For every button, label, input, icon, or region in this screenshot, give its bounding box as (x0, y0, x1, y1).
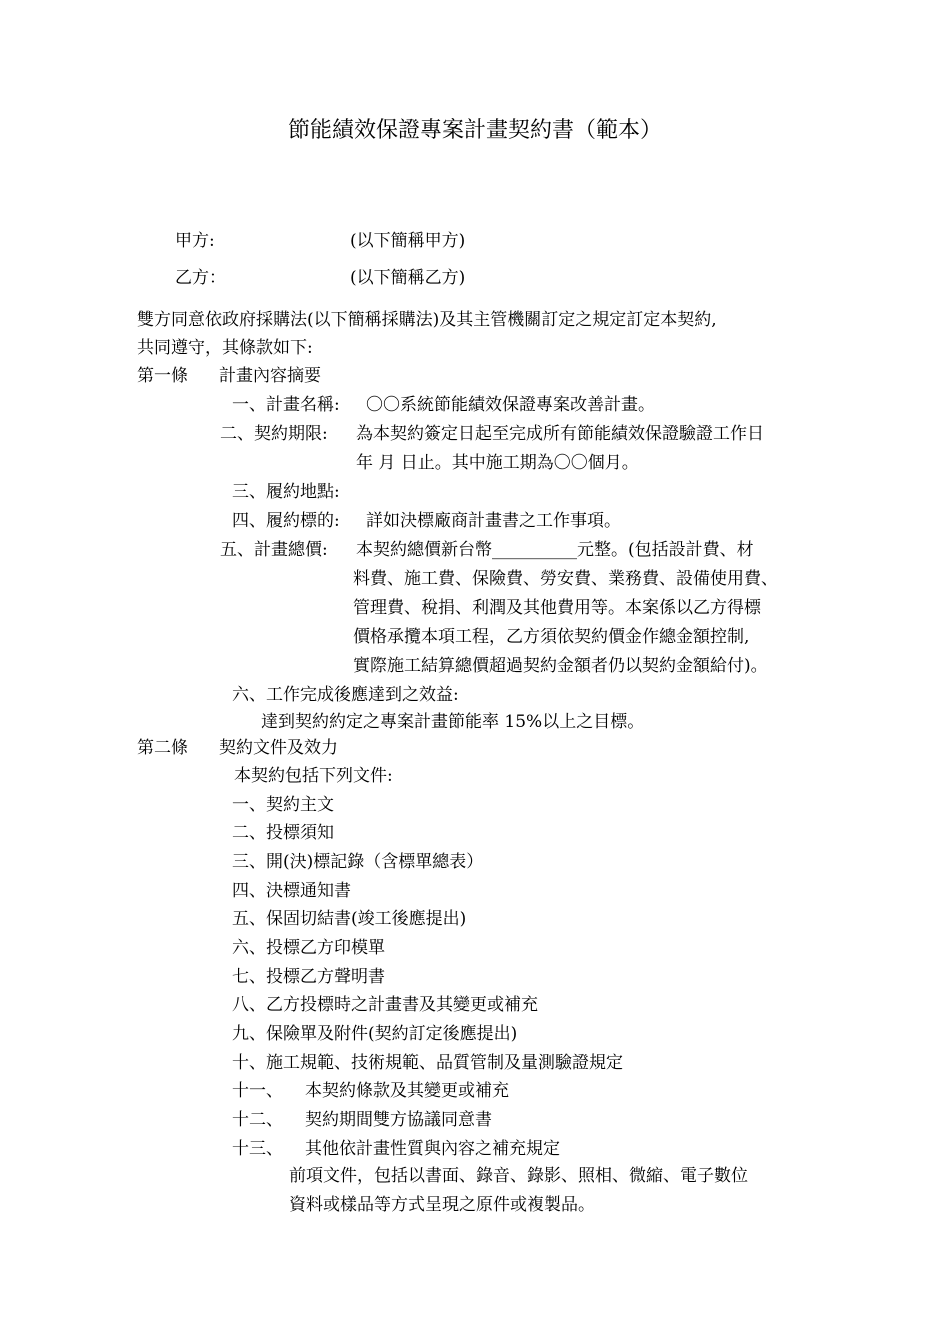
doc-list-item: 四、決標通知書 (232, 881, 351, 901)
doc-list-text: 本契約條款及其變更或補充 (305, 1081, 509, 1101)
doc-list-item: 五、保固切結書(竣工後應提出) (232, 909, 467, 929)
article1-label: 第一條 (137, 366, 188, 386)
article2-intro: 本契約包括下列文件: (234, 766, 393, 786)
item-label: 一、計畫名稱: (232, 395, 340, 415)
party-a-label: 甲方: (175, 231, 215, 251)
doc-list-text: 其他依計畫性質與內容之補充規定 (305, 1139, 560, 1159)
item-label: 五、計畫總價: (220, 540, 328, 560)
item-text: 實際施工結算總價超過契約金額者仍以契約金額給付)。 (353, 656, 768, 676)
doc-list-text: 契約期間雙方協議同意書 (305, 1110, 492, 1130)
closing-line: 前項文件，包括以書面、錄音、錄影、照相、微縮、電子數位 (289, 1166, 748, 1186)
doc-list-num: 十三、 (232, 1139, 283, 1159)
doc-list-item: 六、投標乙方印模單 (232, 938, 385, 958)
doc-list-item: 七、投標乙方聲明書 (232, 967, 385, 987)
closing-line: 資料或樣品等方式呈現之原件或複製品。 (289, 1195, 595, 1215)
document-title: 節能績效保證專案計畫契約書（範本） (287, 118, 662, 143)
doc-list-item: 十、施工規範、技術規範、品質管制及量測驗證規定 (232, 1053, 623, 1073)
party-b-note: (以下簡稱乙方) (350, 268, 466, 288)
doc-list-item: 三、開(決)標記錄（含標單總表） (232, 852, 484, 872)
item-text: 本契約總價新台幣__________元整。(包括設計費、材 (356, 540, 754, 560)
item6-text: 達到契約約定之專案計畫節能率 15%以上之目標。 (261, 712, 645, 732)
doc-list-item: 二、投標須知 (232, 823, 334, 843)
item-label: 三、履約地點: (232, 482, 340, 502)
item-text: 價格承攬本項工程，乙方須依契約價金作總金額控制, (353, 627, 750, 647)
doc-list-item: 一、契約主文 (232, 795, 334, 815)
preamble-line: 共同遵守，其條款如下: (137, 338, 313, 358)
doc-list-num: 十一、 (232, 1081, 283, 1101)
article2-title: 契約文件及效力 (219, 738, 338, 758)
item-text: 管理費、稅捐、利潤及其他費用等。本案係以乙方得標 (353, 598, 761, 618)
item-text: 料費、施工費、保險費、勞安費、業務費、設備使用費、 (353, 569, 778, 589)
item6-label: 六、工作完成後應達到之效益: (232, 685, 459, 705)
doc-list-item: 九、保險單及附件(契約訂定後應提出) (232, 1024, 518, 1044)
doc-list-item: 八、乙方投標時之計畫書及其變更或補充 (232, 995, 538, 1015)
item-text: 為本契約簽定日起至完成所有節能績效保證驗證工作日 (356, 424, 764, 444)
party-b-label: 乙方： (175, 268, 226, 288)
preamble-line: 雙方同意依政府採購法(以下簡稱採購法)及其主管機關訂定之規定訂定本契約, (137, 310, 717, 330)
item-text: 年 月 日止。其中施工期為〇〇個月。 (356, 453, 639, 473)
item-label: 四、履約標的: (232, 511, 340, 531)
party-a-note: (以下簡稱甲方) (350, 231, 466, 251)
doc-list-num: 十二、 (232, 1110, 283, 1130)
article1-title: 計畫內容摘要 (219, 366, 321, 386)
item-text: 詳如決標廠商計畫書之工作事項。 (366, 511, 621, 531)
item-text: 〇〇系統節能績效保證專案改善計畫。 (366, 395, 655, 415)
article2-label: 第二條 (137, 738, 188, 758)
item-label: 二、契約期限: (220, 424, 328, 444)
